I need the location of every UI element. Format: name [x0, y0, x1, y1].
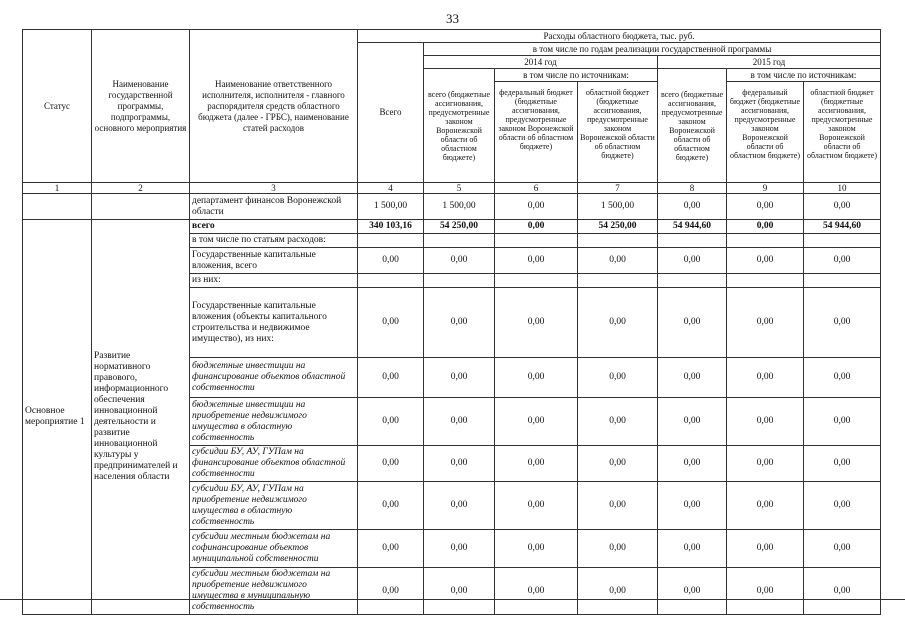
status-cell: Основное мероприятие 1 [23, 220, 92, 615]
row-label: субсидии БУ, АУ, ГУПам на приобретение недвижимого имущества в областную собственность [190, 482, 358, 530]
row-label: субсидии БУ, АУ, ГУПам на финансирование объектов областной собственности [190, 446, 358, 482]
row-label: субсидии местным бюджетам на софинансирование объектов муниципальной собственности [190, 530, 358, 568]
page-number: 33 [446, 11, 459, 26]
row-label: департамент финансов Воронежской области [190, 194, 358, 220]
row-label: из них: [190, 274, 358, 288]
table-row: субсидии БУ, АУ, ГУПам на приобретение недвижимого имущества в областную собственность 0,00 0,00 0,00 0,00 0,00 0,00 0,00 [23, 482, 881, 530]
header-program-name: Наименование государственной программы, подпрограммы, основного мероприятия [92, 30, 190, 183]
header-year-2014: 2014 год [424, 56, 658, 69]
header-2015-regional: областной бюджет (бюджетные ассигнования, предусмотренные законом Воронежской области об областном бюджете) [806, 87, 878, 160]
header-status: Статус [23, 30, 92, 183]
header-2015-all: всего (бюджетные ассигнования, предусмотренные законом Воронежской области об областном бюджете) [658, 69, 727, 183]
program-cell: Развитие нормативного правового, информационного обеспечения инновационной деятельности и развитие инновационной культуры у предпринимателей и населения области [92, 220, 190, 615]
row-label: в том числе по статьям расходов: [190, 234, 358, 248]
header-2014-federal: федеральный бюджет (бюджетные ассигнования, предусмотренные законом Воронежской области об областном бюджете) [495, 82, 578, 182]
header-2014-by-sources: в том числе по источникам: [495, 70, 657, 82]
row-label: Государственные капитальные вложения, всего [190, 248, 358, 274]
table-row: Государственные капитальные вложения, всего 0,00 0,00 0,00 0,00 0,00 0,00 0,00 [23, 248, 881, 274]
row-label: всего [190, 220, 358, 234]
header-2014-regional: областной бюджет (бюджетные ассигнования, предусмотренные законом Воронежской области об областном бюджете) [580, 87, 655, 160]
column-numbers-row: 1 2 3 4 5 6 7 8 9 10 [23, 183, 881, 194]
header-executor: Наименование ответственного исполнителя, исполнителя - главного распорядителя средств областного бюджета (далее - ГРБС), наименование статей расходов [190, 30, 358, 183]
header-2014-all: всего (бюджетные ассигнования, предусмотренные законом Воронежской области об областном бюджете) [424, 69, 495, 183]
header-by-years: в том числе по годам реализации государственной программы [424, 43, 881, 56]
header-expenses: Расходы областного бюджета, тыс. руб. [358, 30, 881, 43]
budget-table [22, 29, 881, 615]
table-row-total: Основное мероприятие 1 Развитие нормативного правового, информационного обеспечения инновационной деятельности и развитие инновационной культуры у предпринимателей и населения области всего 340 103,16 54 250,00 0,00 54 250,00 54 944,60 0,00 54 944,60 [23, 220, 881, 234]
table-row: бюджетные инвестиции на финансирование объектов областной собственности 0,00 0,00 0,00 0,00 0,00 0,00 0,00 [23, 358, 881, 398]
table-row: Государственные капитальные вложения (объекты капитального строительства и недвижимое имущество), из них: 0,00 0,00 0,00 0,00 0,00 0,00 0,00 [23, 288, 881, 358]
header-2015-sources [727, 69, 881, 183]
row-label: бюджетные инвестиции на финансирование объектов областной собственности [190, 358, 358, 398]
page-bottom-rule [0, 599, 905, 600]
row-label: субсидии местным бюджетам на приобретение недвижимого имущества в муниципальную собственность [190, 568, 358, 615]
header-total: Всего [358, 43, 424, 183]
header-2015-by-sources: в том числе по источникам: [727, 70, 880, 82]
table-row: субсидии местным бюджетам на софинансирование объектов муниципальной собственности 0,00 0,00 0,00 0,00 0,00 0,00 0,00 [23, 530, 881, 568]
header-2014-sources [495, 69, 658, 183]
table-row: субсидии местным бюджетам на приобретение недвижимого имущества в муниципальную собственность 0,00 0,00 0,00 0,00 0,00 0,00 0,00 [23, 568, 881, 615]
header-year-2015: 2015 год [658, 56, 881, 69]
row-label: бюджетные инвестиции на приобретение недвижимого имущества в областную собственность [190, 398, 358, 446]
table-row: субсидии БУ, АУ, ГУПам на финансирование объектов областной собственности 0,00 0,00 0,00 0,00 0,00 0,00 0,00 [23, 446, 881, 482]
header-2015-federal: федеральный бюджет (бюджетные ассигнования, предусмотренные законом Воронежской области об областном бюджете) [727, 82, 804, 182]
row-label: Государственные капитальные вложения (объекты капитального строительства и недвижимое имущество), из них: [190, 288, 358, 358]
table-row: департамент финансов Воронежской области 1 500,00 1 500,00 0,00 1 500,00 0,00 0,00 0,00 [23, 194, 881, 220]
table-row: бюджетные инвестиции на приобретение недвижимого имущества в областную собственность 0,00 0,00 0,00 0,00 0,00 0,00 0,00 [23, 398, 881, 446]
